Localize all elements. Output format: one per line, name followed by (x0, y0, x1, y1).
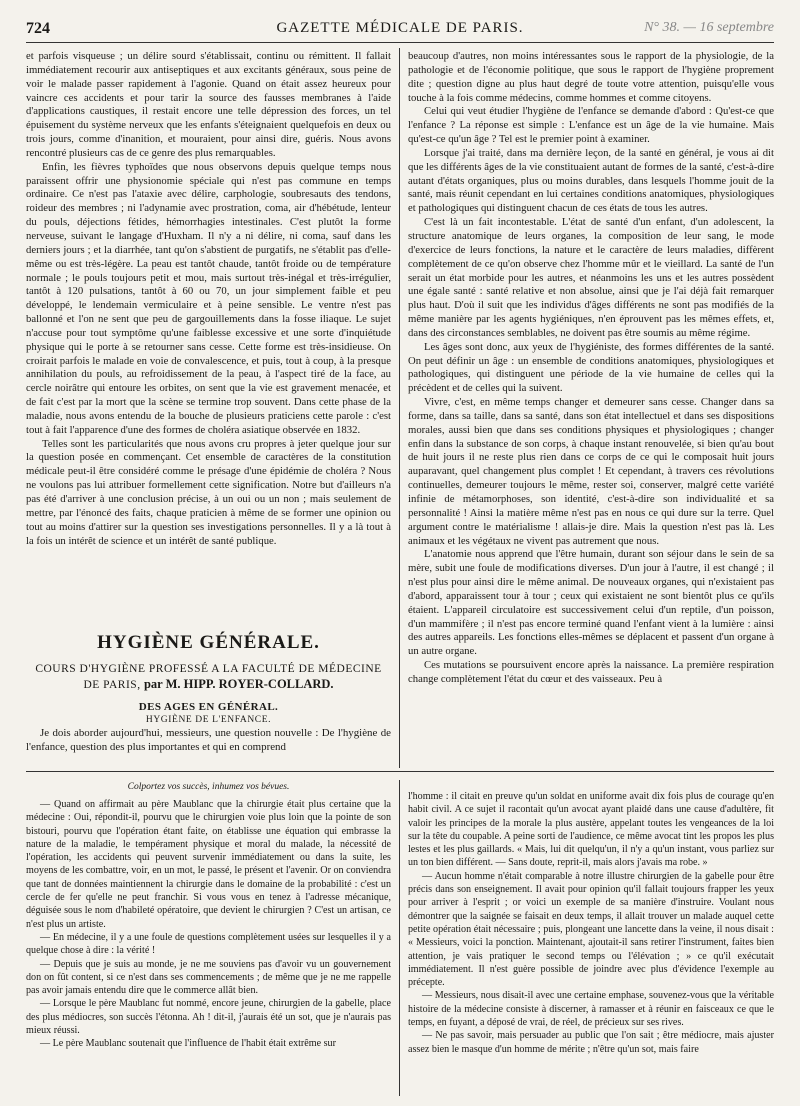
paragraph: — Lorsque le père Maublanc fut nommé, encore jeune, chirurgien de la gabelle, place des plus médiocres, son succès l'étonna. Ah ! dit-il, j'aurais été un sot, que je n'aurais pas mieux réussi. (26, 998, 391, 1037)
paragraph: — Depuis que je suis au monde, je ne me souviens pas d'avoir vu un gouvernement don on fût content, si ce n'est dans ses commencements ; de même que je ne me rappelle pas avoir jamais entendu dire que le commerce allât bien. (26, 958, 391, 997)
paragraph: — Quand on affirmait au père Maublanc que la chirurgie était plus certaine que la médecine : Oui, répondit-il, pourvu que le chirurgien voie plus loin que la pointe de son bistouri, pourvu que l'opération étant faite, on établisse une équation qui embrasse la nature de la maladie, le tempérament physique et moral du malade, la nécessité de l'opération, les accidents qui peuvent survenir immédiatement ou dans la suite, les moyens de les combattre, voir, en un mot, le passé, le présent et l'avenir. Or on conviendra que tant de données maintiennent la chirurgie dans le domaine de la probabilité : c'est un cercle de fer qu'elle ne peut franchir. Si vous vous en tenez à l'adresse mécanique, déguisée sous le nom d'habileté opératoire, que devient le chirurgien ? C'est un artisan, ce n'est plus un artiste. (26, 799, 391, 930)
section-title: HYGIÈNE GÉNÉRALE. (97, 632, 320, 653)
section-subtitle: DES AGES EN GÉNÉRAL. (138, 701, 279, 713)
journal-title: GAZETTE MÉDICALE DE PARIS. (276, 20, 524, 36)
paragraph: Vivre, c'est, en même temps changer et demeurer sans cesse. Changer dans sa forme, dans sa taille, dans sa santé, dans son état intellectuel et dans ses dispositions morales, aussi bien que dans ses conditions physiques et physiologiques ; changer enfin dans la substance de son corps, à chaque instant renouvelée, si bien qu'au bout de huit jours il ne reste plus rien dans ce corps de ce qui le composait huit jours auparavant, quel changement plus complet ! Et cependant, à travers ces révolutions continuelles, demeurer toujours le même, rester soi, conserver, malgré cette variété infinie de métamorphoses, son identité, c'est-à-dire son individualité et sa personnalité ! Ainsi la matière même n'est pas en nous ce qui dure sur la terre. Quel argument contre le matérialisme ! allais-je dire. Mais la question n'est pas là. Les animaux et les végétaux ne vivent pas autrement que nous. (408, 396, 774, 547)
paragraph: — En médecine, il y a une foule de questions complètement usées sur lesquelles il y a quelque chose à dire : la vérité ! (26, 931, 391, 957)
paragraph: C'est là un fait incontestable. L'état de santé d'un enfant, d'un adolescent, la structure anatomique de leurs organes, la composition de leur sang, le mode d'exercice de leurs fonctions, la nature et le caractère de leurs maladies, diffèrent complètement de ce qu'on observe chez l'homme mûr et le vieillard. La santé de l'un serait un état morbide pour les autres, et néanmoins les uns et les autres possèdent une égale santé : santé relative et non absolue, ainsi que je l'ai déjà fait remarquer plus haut. D'où il suit que les individus d'âges différents ne sont pas modifiés de la même manière par les agents hygiéniques, n'en éprouvent pas les mêmes effets, et, dans des circonstances semblables, ne doivent pas être soumis au même régime. (408, 216, 774, 339)
page-header (26, 20, 774, 42)
hygiene-section (26, 612, 391, 768)
section-subtitle-2: HYGIÈNE DE L'ENFANCE. (145, 715, 272, 725)
paragraph: l'homme : il citait en preuve qu'un soldat en uniforme avait dix fois plus de courage qu'en habit civil. A ce sujet il racontait qu'un avocat ayant plaidé dans une cause d'adultère, fit valoir les principes de la morale la plus austère, appelant toutes les vengeances de la loi sur la tête du coupable. A peine sorti de l'audience, ce même avocat tint les propos les plus lestes et les plus gaillards. « Mais, lui dit quelqu'un, il n'y a qu'un instant, vous parliez sur un ton bien différent. — Sans doute, reprit-il, mais alors j'avais ma robe. » (408, 791, 774, 869)
feuilleton-heading: Colportez vos succès, inhumez vos bévues. (127, 782, 290, 792)
paragraph: — Aucun homme n'était comparable à notre illustre chirurgien de la gabelle pour être précis dans son enseignement. Il avait pour opinion qu'il fallait toujours frapper les yeux pour arriver à l'esprit ; or voici un exemple de sa manière d'instruire. Voulant nous démontrer que la saignée se faisait en deux temps, il allait trouver un malade auquel cette petite opération était nécessaire ; puis, plongeant une lancette dans la veine, il nous disait : « Messieurs, voici la ponction. Maintenant, ajoutait-il sans retirer l'instrument, faites bien attention, je vais pratiquer le second temps ou l'élévation ; » ce qu'il exécutait immédiatement. Il n'est guère possible de joindre avec plus d'évidence l'exemple au précepte. (408, 870, 774, 989)
paragraph: Les âges sont donc, aux yeux de l'hygiéniste, des formes différentes de la santé. On peut définir un âge : un ensemble de conditions anatomiques, physiologiques et pathologiques, qui distinguent une période de la vie humaine de celles qui la précèdent et de celles qui la suivent. (408, 340, 774, 395)
column-left-bottom (26, 798, 391, 1094)
issue-date: N° 38. — 16 septembre (644, 20, 774, 35)
paragraph: — Le père Maublanc soutenait que l'influence de l'habit était extrême sur (40, 1038, 336, 1050)
column-right-bottom (408, 790, 774, 1094)
header-rule (26, 42, 774, 43)
column-left-top (26, 50, 391, 608)
paragraph: Ces mutations se poursuivent encore après la naissance. La première respiration change complètement l'état du cœur et des vaisseaux. Peu à (408, 659, 774, 685)
paragraph: Lorsque j'ai traité, dans ma dernière leçon, de la santé en général, je vous ai dit que les différents âges de la vie constituaient autant de formes de la santé, c'est-à-dire autant d'états organiques, plus ou moins durables, dans lesquels l'homme jouit de la santé, mais réunit cependant en lui certaines conditions anatomiques, physiologiques et pathologiques qui distinguent chacun de ces états de tous les autres. (408, 146, 774, 215)
paragraph: Telles sont les particularités que nous avons cru propres à jeter quelque jour sur la question posée en commençant. Cet ensemble de caractères de la constitution médicale peut-il être considéré comme le présage d'une épidémie de choléra ? Nous ne voulons pas lui attribuer formellement cette signification. Notre but d'ailleurs n'a pas été d'arriver à une conclusion précise, à un oui ou un non ; mais seulement de mettre, par l'énoncé des faits, chaque praticien à même de se former une opinion ou tout au moins d'attirer sur la question ses investigations personnelles. Il y a là tout à la fois un intérêt de science et un intérêt de santé publique. (26, 437, 391, 547)
course-author: par M. HIPP. ROYER-COLLARD. (143, 677, 334, 691)
page-number: 724 (26, 20, 50, 37)
paragraph: Je dois aborder aujourd'hui, messieurs, une question nouvelle : De l'hygiène de l'enfance, question des plus importantes et qui en comprend (26, 727, 391, 753)
paragraph: — Messieurs, nous disait-il avec une certaine emphase, souvenez-vous que la véritable histoire de la médecine consiste à discerner, à ramasser et à réunir en faisceaux ce que le temps, en fuyant, a déposé de vrai, de réel, de précieux sur ses rives. (408, 990, 774, 1029)
paragraph: L'anatomie nous apprend que l'être humain, durant son séjour dans le sein de sa mère, subit une foule de modifications diverses. D'un jour à l'autre, il est changé ; il n'est plus pour ainsi dire le même animal. De nouveaux organes, qui n'existaient pas d'abord, apparaissent tour à tour ; ceux qui existaient ne sont bientôt plus ce qu'ils étaient. L'appareil circulatoire est successivement celui d'un reptile, d'un poisson, d'un mammifère ; il n'est pas encore terminé quand l'enfant vient à la lumière : ainsi des autres appareils. Les fonctions elles-mêmes se déplacent et passent d'un organe à un autre organe. (408, 548, 774, 658)
paragraph: — Ne pas savoir, mais persuader au public que l'on sait ; être médiocre, mais ajuster assez bien le masque d'un homme de mérite ; n'être qu'un sot, mais faire (408, 1030, 774, 1055)
column-divider (399, 48, 400, 768)
column-right-top (408, 50, 774, 766)
course-name: COURS D'HYGIÈNE PROFESSÉ A LA FACULTÉ DE MÉDECINE DE PARIS, (35, 663, 382, 691)
course-line (26, 662, 391, 693)
paragraph: Enfin, les fièvres typhoïdes que nous observons depuis quelque temps nous paraissent offrir une physionomie spéciale qui n'est pas commune en temps ordinaire. Ce n'est pas l'ataxie avec délire, carphologie, soubresauts des tendons, roideur des membres ; ni l'adynamie avec prostration, coma, air d'hébétude, lenteur du pouls, déjections fétides, hémorrhagies intestinales. C'est plutôt la forme nerveuse, suivant le langage d'Huxham. Il n'y a ni délire, ni coma, sauf dans les derniers jours ; et la diarrhée, tant qu'on s'abstient de purgatifs, ne s'établit pas d'elle-même ou est très-légère. La peau est tantôt chaude, tantôt froide ou de température normale ; le pouls toujours petit et mou, mais surtout très-inégal et très-irrégulier, tantôt à 120 pulsations, tantôt à 60 ou 70, un jour simplement faible et peu développé, le lendemain vermiculaire et à peine sensible. Le ventre n'est pas ballonné et l'on ne sent que peu de gargouillements dans la fosse iliaque. Le sujet n'accuse pour tout symptôme qu'une faiblesse excessive et une sorte d'inquiétude physique qui le porte à se retourner sans cesse. Cette forme est très-insidieuse. On croirait parfois le malade en voie de convalescence, et puis, tout à coup, à la presque annihilation du pouls, au refroidissement de la peau, à l'aspect tiré de la face, au cercle noirâtre qui entoure les orbites, on sent que la vie est gravement menacée, et de fait c'est par la mort que la scène se termine trop souvent. Dans cette phase de la maladie, nous avons entendu de la bouche de plusieurs praticiens cette parole : c'est tout à fait l'apparence d'une des formes de choléra asiatique observée en 1832. (26, 160, 391, 436)
paragraph: et parfois visqueuse ; un délire sourd s'établissait, continu ou rémittent. Il fallait immédiatement recourir aux antiseptiques et aux excitants généraux, sous peine de voir le malade passer rapidement à l'agonie. Quand on était assez heureux pour vaincre ces accidents et pour tarir la source des fausses membranes à l'aide d'applications caustiques, il restait encore une telle dépression des forces, un tel épuisement du système nerveux que les enfants s'éteignaient quelquefois en deux ou trois jours, comme d'inanition, et mouraient, pour ainsi dire, guéris. Nous avons rencontré plusieurs cas de ce genre des plus remarquables. (26, 50, 391, 159)
paragraph: Celui qui veut étudier l'hygiène de l'enfance se demande d'abord : Qu'est-ce que l'enfance ? La réponse est simple : L'enfance est un âge de la vie humaine. Mais qu'est-ce qu'un âge ? Tel est le premier point à examiner. (408, 105, 774, 146)
feuilleton-rule (26, 771, 774, 772)
paragraph: beaucoup d'autres, non moins intéressantes sous le rapport de la physiologie, de la pathologie et de l'économie politique, que sous le rapport de l'hygiène proprement dite ; question digne au plus haut degré de toute votre attention, puisqu'elle vous touche à la fois comme médecins, comme hommes et comme citoyens. (408, 50, 774, 104)
column-divider (399, 780, 400, 1096)
